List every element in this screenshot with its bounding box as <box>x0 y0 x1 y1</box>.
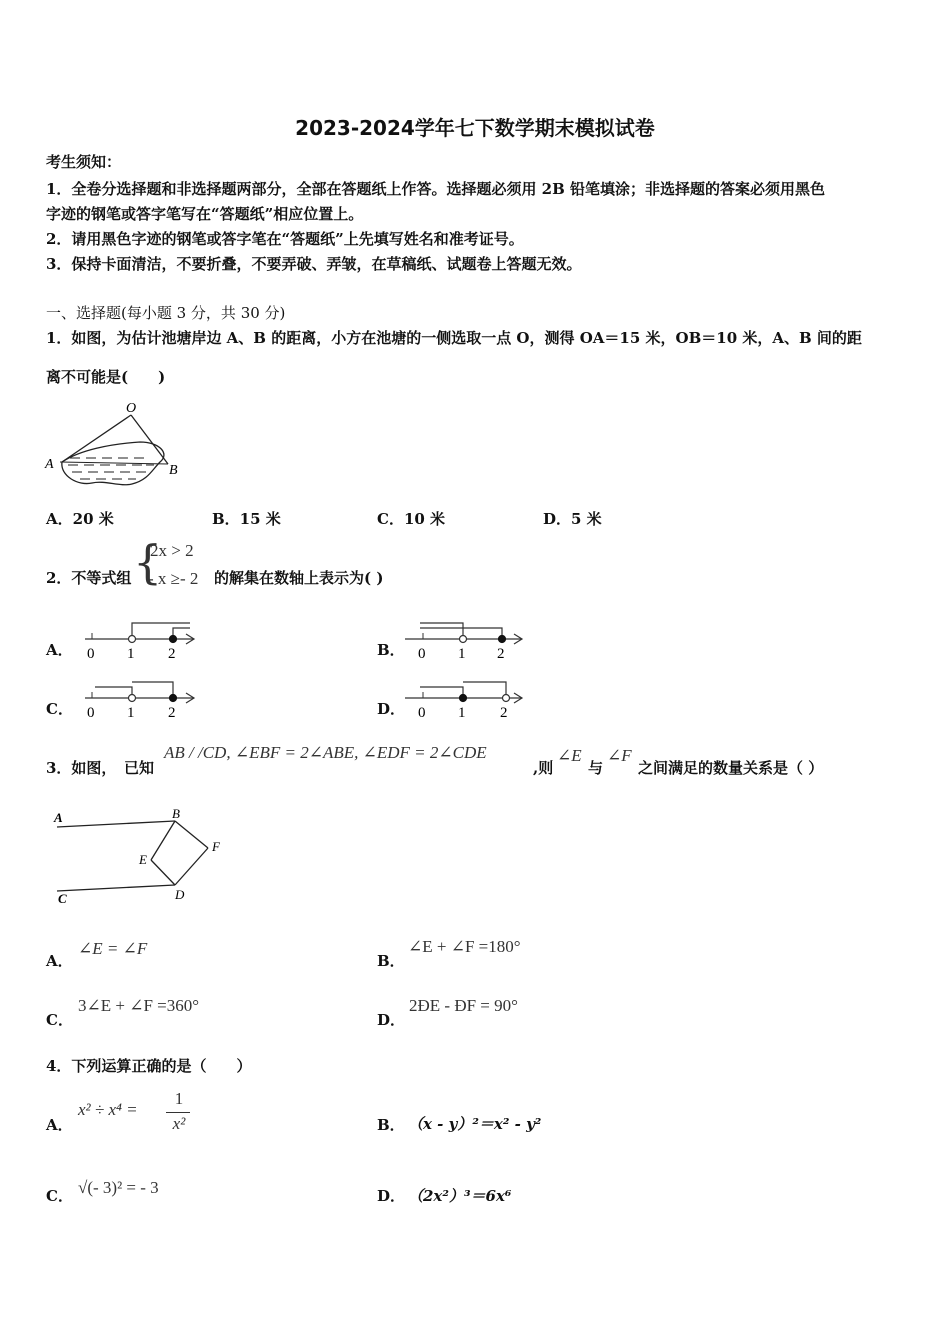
q4-option-b-label[interactable]: B． <box>377 1116 405 1134</box>
q4-option-b-expr[interactable]: （x - y）²＝x² - y² <box>408 1115 542 1133</box>
q3-label-f: F <box>212 839 220 854</box>
svg-text:2: 2 <box>168 646 176 660</box>
q3-option-a-label[interactable]: A． <box>46 952 73 970</box>
q3-label-e: E <box>139 852 147 867</box>
q4-option-d-label[interactable]: D． <box>377 1187 406 1205</box>
q1-stem-line-1: 1．如图，为估计池塘岸边 A、B 的距离，小方在池塘的一侧选取一点 O，测得 OA＝15 米，OB＝10 米，A、B 间的距 <box>46 329 862 347</box>
q2-system-brace: { <box>133 535 163 589</box>
q2-option-a-label[interactable]: A． <box>46 641 73 659</box>
q2-suffix: 的解集在数轴上表示为( ) <box>214 569 384 587</box>
q1-option-d[interactable]: D．5 米 <box>543 510 602 528</box>
q4-option-c-expr[interactable]: √(- 3)² = - 3 <box>78 1178 159 1197</box>
q3-given-condition: AB / /CD, ∠EBF = 2∠ABE, ∠EDF = 2∠CDE <box>164 743 487 762</box>
q1-stem-line-2: 离不可能是( ) <box>46 368 166 386</box>
q3-label-a: A <box>54 810 63 825</box>
q2-inequality-2: - x ≥- 2 <box>148 569 199 588</box>
q2-option-d-number-line[interactable] <box>400 677 530 719</box>
q4-option-d-expr[interactable]: （2x²）³＝6x⁶ <box>408 1187 512 1205</box>
q2-option-b-number-line[interactable] <box>400 618 530 660</box>
q3-prefix: 3．如图， 已知 <box>46 759 154 777</box>
q4-option-a-lhs[interactable]: x² ÷ x⁴ = <box>78 1100 138 1119</box>
page-title: 2023-2024学年七下数学期末模拟试卷 <box>295 116 655 140</box>
q3-line-cd <box>57 885 175 891</box>
q3-label-c: C <box>58 891 67 906</box>
q1-label-a: A <box>45 457 54 472</box>
q2-option-d-label[interactable]: D． <box>377 700 406 718</box>
notice-heading: 考生须知： <box>46 153 122 171</box>
q3-angle-f: ∠F <box>607 746 632 765</box>
q1-pond-figure <box>40 398 200 494</box>
svg-text:1: 1 <box>127 646 135 660</box>
q3-label-b: B <box>172 806 180 821</box>
q3-label-d: D <box>175 887 185 902</box>
q3-mid-2: 与 <box>588 759 604 777</box>
q3-angle-e: ∠E <box>557 746 582 765</box>
svg-text:1: 1 <box>127 705 135 719</box>
svg-text:2: 2 <box>497 646 505 660</box>
q4-option-a-label[interactable]: A． <box>46 1116 73 1134</box>
q1-label-b: B <box>169 463 178 478</box>
svg-text:0: 0 <box>87 646 95 660</box>
svg-text:1: 1 <box>458 646 466 660</box>
svg-text:0: 0 <box>87 705 95 719</box>
q3-mid-1: ,则 <box>533 759 554 777</box>
notice-item-1-line-1: 1．全卷分选择题和非选择题两部分，全部在答题纸上作答。选择题必须用 2B 铅笔填涂；非选择题的答案必须用黑色 <box>46 180 826 198</box>
q1-label-o: O <box>126 401 137 416</box>
q3-option-b-label[interactable]: B． <box>377 952 405 970</box>
svg-text:0: 0 <box>418 646 426 660</box>
q4-stem: 4．下列运算正确的是（ ） <box>46 1057 252 1075</box>
notice-item-2: 2．请用黑色字迹的钢笔或答字笔在“答题纸”上先填写姓名和准考证号。 <box>46 230 524 248</box>
q2-option-c-label[interactable]: C． <box>46 700 73 718</box>
q4-option-a-fraction-bar <box>166 1112 190 1113</box>
q1-option-b[interactable]: B．15 米 <box>212 510 281 528</box>
q3-option-a-expr[interactable]: ∠E = ∠F <box>78 939 148 958</box>
notice-item-3: 3．保持卡面清洁，不要折叠，不要弄破、弄皱，在草稿纸、试题卷上答题无效。 <box>46 255 582 273</box>
q2-option-b-label[interactable]: B． <box>377 641 405 659</box>
q2-inequality-1: 2x > 2 <box>150 541 194 560</box>
q3-suffix: 之间满足的数量关系是（ ） <box>638 759 824 777</box>
q2-option-c-number-line[interactable] <box>80 677 210 719</box>
q3-option-c-expr[interactable]: 3∠E + ∠F =360° <box>78 996 200 1015</box>
svg-text:0: 0 <box>418 705 426 719</box>
svg-text:1: 1 <box>458 705 466 719</box>
q3-parallel-lines-figure <box>45 803 245 911</box>
q4-option-a-denominator[interactable]: x² <box>172 1114 186 1133</box>
q1-option-a[interactable]: A．20 米 <box>46 510 114 528</box>
q4-option-c-label[interactable]: C． <box>46 1187 73 1205</box>
section-heading: 一、选择题(每小题 3 分，共 30 分) <box>46 304 286 322</box>
q2-option-a-number-line[interactable] <box>80 618 210 660</box>
q3-option-d-expr[interactable]: 2ÐE - ÐF = 90° <box>409 996 518 1015</box>
svg-text:2: 2 <box>500 705 508 719</box>
q1-option-c[interactable]: C．10 米 <box>377 510 446 528</box>
q3-option-c-label[interactable]: C． <box>46 1011 73 1029</box>
q3-line-ab <box>57 821 175 827</box>
q2-prefix: 2．不等式组 <box>46 569 132 587</box>
q3-option-d-label[interactable]: D． <box>377 1011 406 1029</box>
notice-item-1-line-2: 字迹的钢笔或答字笔写在“答题纸”相应位置上。 <box>46 205 364 223</box>
svg-text:2: 2 <box>168 705 176 719</box>
q4-option-a-numerator[interactable]: 1 <box>174 1089 184 1108</box>
q3-option-b-expr[interactable]: ∠E + ∠F =180° <box>408 937 521 956</box>
